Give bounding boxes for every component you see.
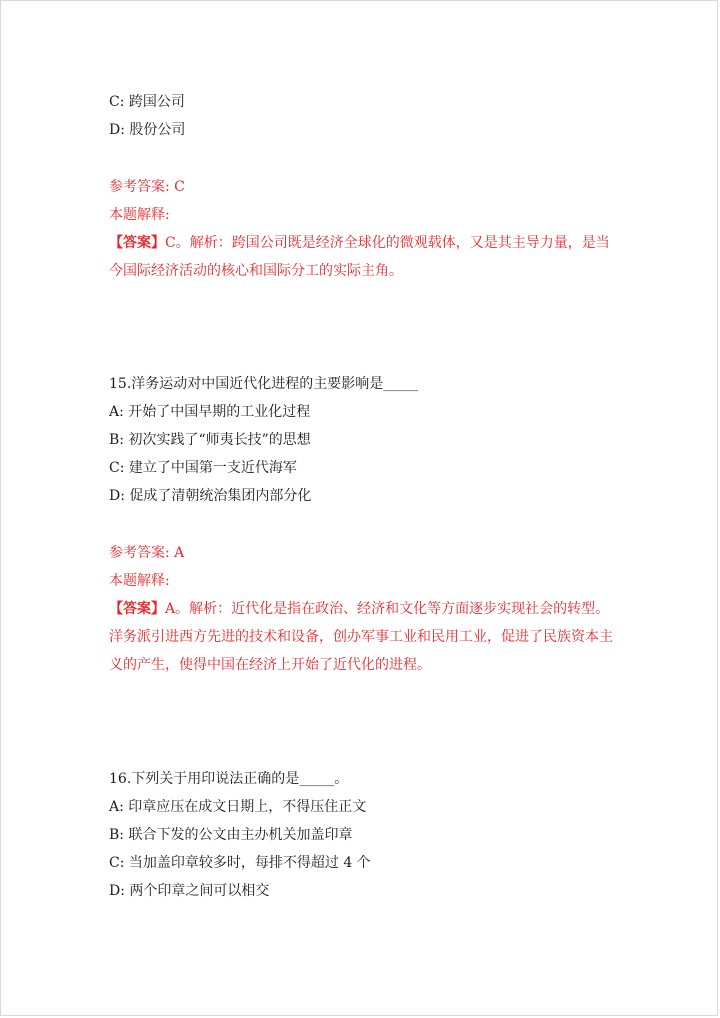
- q15-explain-label: 本题解释:: [109, 573, 170, 589]
- q14-option-c: C: 跨国公司: [109, 94, 185, 110]
- q15-option-c: C: 建立了中国第一支近代海军: [109, 460, 297, 476]
- q15-option-d: D: 促成了清朝统治集团内部分化: [109, 488, 312, 504]
- q16-option-d: D: 两个印章之间可以相交: [109, 883, 270, 899]
- q16-option-a: A: 印章应压在成文日期上，不得压住正文: [109, 799, 367, 815]
- q16-question: 16.下列关于用印说法正确的是_____。: [109, 771, 349, 787]
- q14-answer-label: 参考答案: C: [109, 179, 185, 195]
- q15-option-b: B: 初次实践了“师夷长技”的思想: [109, 432, 311, 448]
- q15-explain-tag: 【答案】: [109, 601, 165, 617]
- q14-explain-tag: 【答案】: [109, 235, 165, 251]
- q14-explain-text: C。解析：跨国公司既是经济全球化的微观载体，又是其主导力量，是当今国际经济活动的核心和国际分工的实际主角。: [109, 235, 610, 279]
- question-16-section: [109, 765, 619, 905]
- question-14-section: [109, 88, 619, 144]
- q15-option-a: A: 开始了中国早期的工业化过程: [109, 404, 311, 420]
- question-15-section: [109, 370, 619, 510]
- q15-answer-section: [109, 539, 619, 679]
- q14-option-d: D: 股份公司: [109, 122, 186, 138]
- q14-explanation: [109, 229, 615, 285]
- q15-answer-label: 参考答案: A: [109, 545, 185, 561]
- q14-answer-section: [109, 173, 619, 285]
- q15-question: 15.洋务运动对中国近代化进程的主要影响是_____: [109, 376, 419, 392]
- q16-option-b: B: 联合下发的公文由主办机关加盖印章: [109, 827, 353, 843]
- q15-explain-text: A。解析：近代化是指在政治、经济和文化等方面逐步实现社会的转型。洋务派引进西方先进的技术和设备，创办军事工业和民用工业，促进了民族资本主义的产生，使得中国在经济上开始了近代化的进程。: [109, 601, 613, 673]
- q16-option-c: C: 当加盖印章较多时，每排不得超过 4 个: [109, 855, 371, 871]
- q14-explain-label: 本题解释:: [109, 207, 170, 223]
- q15-explanation: [109, 595, 615, 679]
